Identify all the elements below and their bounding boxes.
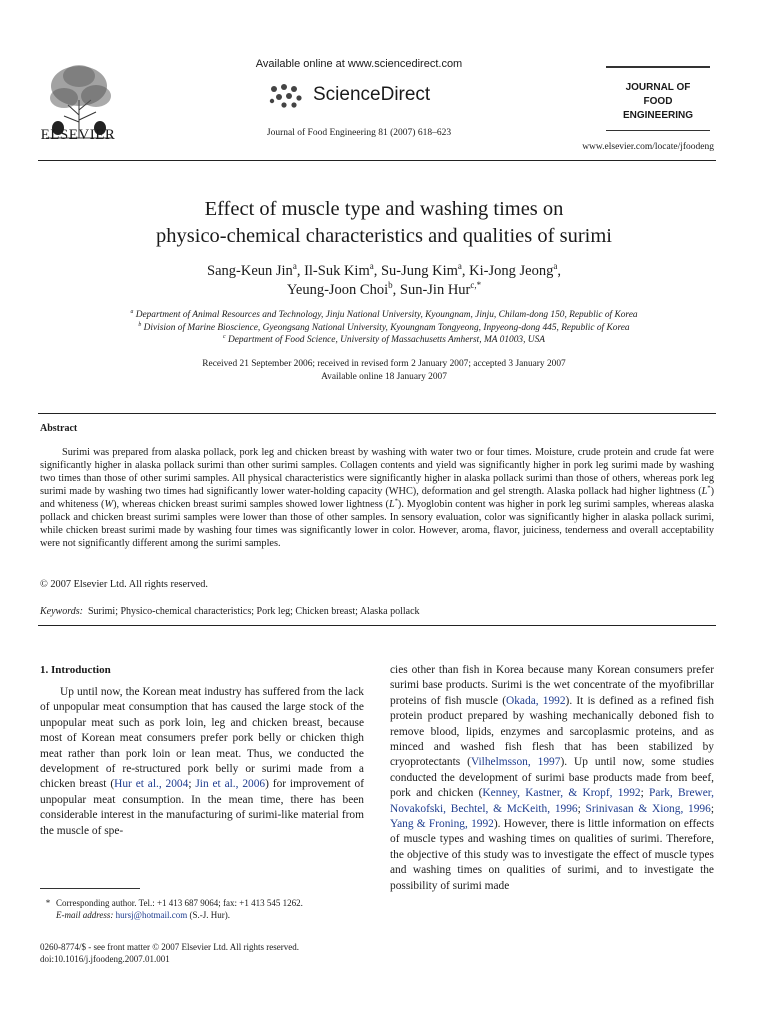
author-name: Sang-Keun Jin [207, 263, 293, 279]
body-text: ) for improvement of unpopular meat consumption. In the mean time, there has been considerable interest in the manufacturing of surimi-like material from the muscle of spe- [40, 778, 365, 837]
author-affil-mark: a [292, 261, 297, 272]
citation-link[interactable]: Park, Brewer, Novakofski, Bechtel, & McKeith, 1996 [390, 787, 714, 815]
citation-link[interactable]: Kenney, Kastner, & Kropf, 1992 [482, 787, 641, 800]
body-column-left: Up until now, the Korean meat industry has suffered from the lack of unpopular meat consumption that has caused the large stock of the unpopular meat such as pork loin, leg and chicken breast, because most of Korean meat consumers prefer pork belly or chicken thigh meat rather than pork loin or lean meat. Thus, we conducted the development of re-structured pork belly or surimi made from a chicken breast (Hur et al., 2004; Jin et al., 2006) for improvement of unpopular meat consumption. In the mean time, there has been considerable interest in the manufacturing of surimi-like material from the muscle of spe- [40, 686, 365, 837]
citation-link[interactable]: Srinivasan & Xiong, 1996 [585, 802, 711, 815]
body-text: Up until now, the Korean meat industry has suffered from the lack of unpopular meat consumption that has caused the large stock of the unpopular meat such as pork loin, leg and chicken breast, because most of Korean meat consumers prefer pork belly or chicken thigh meat rather than pork loin or lean meat. Thus, we conducted the development of re-structured pork belly or surimi made from a chicken breast ( [40, 686, 364, 791]
affil-text: Department of Food Science, University of Massachusetts Amherst, MA 01003, USA [227, 335, 545, 345]
symbol-star: * [707, 484, 711, 492]
author-name: Yeung-Joon Choi [286, 282, 389, 298]
citation-link[interactable]: Jin et al., 2006 [195, 778, 266, 791]
header-divider [38, 160, 716, 161]
author-name: Sun-Jin Hur [399, 282, 471, 298]
email-label: E-mail address: [56, 910, 114, 920]
front-matter [40, 941, 370, 965]
symbol-L: L [388, 499, 395, 510]
affiliation-b [60, 322, 708, 335]
author-name: Su-Jung Kim [380, 263, 458, 279]
abstract-heading: Abstract [40, 423, 78, 434]
email-suffix: (S.-J. Hur). [187, 910, 230, 920]
keywords [40, 606, 420, 617]
symbol-W: W [104, 499, 114, 510]
body-column-right: cies other than fish in Korea because many Korean consumers prefer surimi base products. Surimi is the wet concentrate of the myofibrillar proteins of fish muscle (Okada, 1992). It is defined as a refined fish protein product prepared by washing mechanically deboned fish to remove blood, lipids, enzymes and sarcoplasmic proteins, and as minced and washed fish flesh that has been stabilized by cryoprotectants (Vilhelmsson, 1997). Up until now, some studies conducted the development of surimi base products made from beef, pork and chicken (Kenney, Kastner, & Kropf, 1992; Park, Brewer, Novakofski, Bechtel, & McKeith, 1996; Srinivasan & Xiong, 1996; Yang & Froning, 1992). However, there is little information on effects of muscle types and washing times on qualities of surimi. Therefore, the objective of this study was to investigate the effect of muscle types and washing times on qualities of surimi, and to investigate the possibility of surimi made [390, 664, 714, 892]
available-online-date: Available online 18 January 2007 [321, 372, 447, 382]
title-line-1: Effect of muscle type and washing times on [204, 198, 564, 220]
affil-text: Division of Marine Bioscience, Gyeongsang National University, Kyoungnam Tongyeong, Inpyeong-dong 445, Republic of Korea [143, 322, 630, 333]
affil-mark: a [130, 308, 134, 315]
section-heading-introduction: 1. Introduction [40, 664, 111, 676]
journal-name: JOURNAL OF FOOD ENGINEERING [622, 82, 693, 121]
footnote-text: Corresponding author. Tel.: +1 413 687 9064; fax: +1 413 545 1262. [56, 898, 303, 908]
affil-mark: c [223, 333, 226, 340]
author-affil-mark: c,* [470, 280, 482, 291]
footnote-divider [40, 888, 140, 889]
issn-line: 0260-8774/$ - see front matter © 2007 Elsevier Ltd. All rights reserved. [40, 942, 300, 952]
author-name: Il-Suk Kim [304, 263, 370, 279]
author-affil-mark: a [457, 261, 462, 272]
body-text: ). It is defined as a refined fish protein product prepared by washing mechanically deboned fish to remove blood, lipids, enzymes and sarcoplasmic proteins, and as minced and washed fish flesh that has been stabilized by cryoprotectants ( [390, 694, 714, 769]
keywords-label: Keywords: [40, 606, 83, 617]
body-text: cies other than fish in Korea because many Korean consumers prefer surimi base products. Surimi is the wet concentrate of the myofibrillar proteins of fish muscle ( [390, 664, 714, 707]
doi-line[interactable]: doi:10.1016/j.jfoodeng.2007.01.001 [40, 954, 170, 964]
journal-citation: Journal of Food Engineering 81 (2007) 618–623 [266, 128, 452, 138]
keywords-list: Surimi; Physico-chemical characteristics; Pork leg; Chicken breast; Alaska pollack [87, 606, 420, 617]
received-dates: Received 21 September 2006; received in revised form 2 January 2007; accepted 3 January 2007 [202, 359, 566, 369]
abstract-text: ), whereas chicken breast surimi samples showed lower lightness ( [113, 499, 389, 510]
affiliations [60, 309, 708, 347]
author-list [60, 262, 708, 300]
journal-box-bottom-rule [606, 130, 710, 131]
authors-line-2: Yeung-Joon Choi$^b$, Sun-Jin Hur$^{c,*}$ [286, 280, 482, 298]
article-history [60, 358, 708, 384]
symbol-star: * [394, 497, 398, 505]
journal-url-link[interactable]: www.elsevier.com/locate/jfoodeng [582, 142, 714, 152]
author-affil-mark: a [553, 261, 558, 272]
affil-mark: b [138, 321, 142, 328]
author-name: Ki-Jong Jeong [469, 263, 554, 279]
abstract-text: ). Myoglobin content was higher in pork leg surimi samples, whereas alaska pollack and chicken breast surimi samples were lower than those of other samples. In sensory evaluation, color was significantly higher in alaska pollack surimi, while chicken breast surimi made by washing four times was significantly lower in color. However, aroma, flavor, juiciness, tenderness and overall acceptability were not significantly different among the surimi samples. [40, 499, 714, 549]
author-affil-mark: a [369, 261, 374, 272]
author-affil-mark: b [388, 280, 393, 291]
affil-text: Department of Animal Resources and Technology, Jinju National University, Kyoungnam, Jinju, Chilam-dong 150, Republic of Korea [135, 310, 638, 320]
abstract-text: ) and whiteness ( [40, 486, 714, 510]
citation-link[interactable]: Yang & Froning, 1992 [390, 818, 494, 831]
available-online-banner[interactable]: Available online at www.sciencedirect.com [255, 58, 463, 70]
abstract-text: Surimi was prepared from alaska pollack, pork leg and chicken breast by washing with water two or four times. Moisture, crude protein and crude fat were significantly higher in alaska pollack surimi than other surimi samples. Collagen contents and yield was significantly higher in pork leg surimi made by washing two times than those of other surimi samples. All physical characteristics were significantly higher in alaska pollack surimi than those of others, whereas pork leg surimi made by washing two times had significantly lower water-holding capacity (WHC), deformation and gel strength. Alaska pollack had higher lightness ( [40, 447, 714, 497]
citation-link[interactable]: Okada, 1992 [506, 694, 566, 707]
affiliation-c [60, 334, 708, 347]
citation-link[interactable]: Hur et al., 2004 [114, 778, 189, 791]
email-link[interactable]: hursj@hotmail.com [115, 910, 188, 920]
abstract-bottom-divider [38, 625, 716, 626]
journal-box-top-rule [606, 66, 710, 68]
sciencedirect-brand: ScienceDirect [313, 84, 431, 105]
abstract-body [40, 446, 714, 550]
body-text: ). However, there is little information on effects of muscle types and washing times on qualities of surimi. Therefore, the objective of this study was to investigate the effect of muscle types and washing times on qualities of surimi, and to investigate the possibility of surimi made [390, 818, 714, 892]
affiliation-a [60, 309, 708, 322]
article-title [60, 196, 708, 250]
body-text: ). Up until now, some studies conducted the development of surimi base products made from beef, pork and chicken ( [390, 756, 714, 800]
authors-line-1: Sang-Keun Jin$^a$, Il-Suk Kim$^a$, Su-Jung Kim$^a$, Ki-Jong Jeong$^a$, [207, 261, 561, 279]
publisher-logo-text: ELSEVIER [40, 127, 116, 143]
footnote-mark: * [45, 898, 51, 908]
abstract-top-divider [38, 413, 716, 414]
abstract-copyright: © 2007 Elsevier Ltd. All rights reserved. [40, 579, 208, 590]
symbol-L: L [701, 486, 708, 497]
corresponding-author-footnote [40, 897, 370, 921]
citation-link[interactable]: Vilhelmsson, 1997 [470, 756, 561, 769]
title-line-2: physico-chemical characteristics and qualities of surimi [156, 225, 612, 247]
